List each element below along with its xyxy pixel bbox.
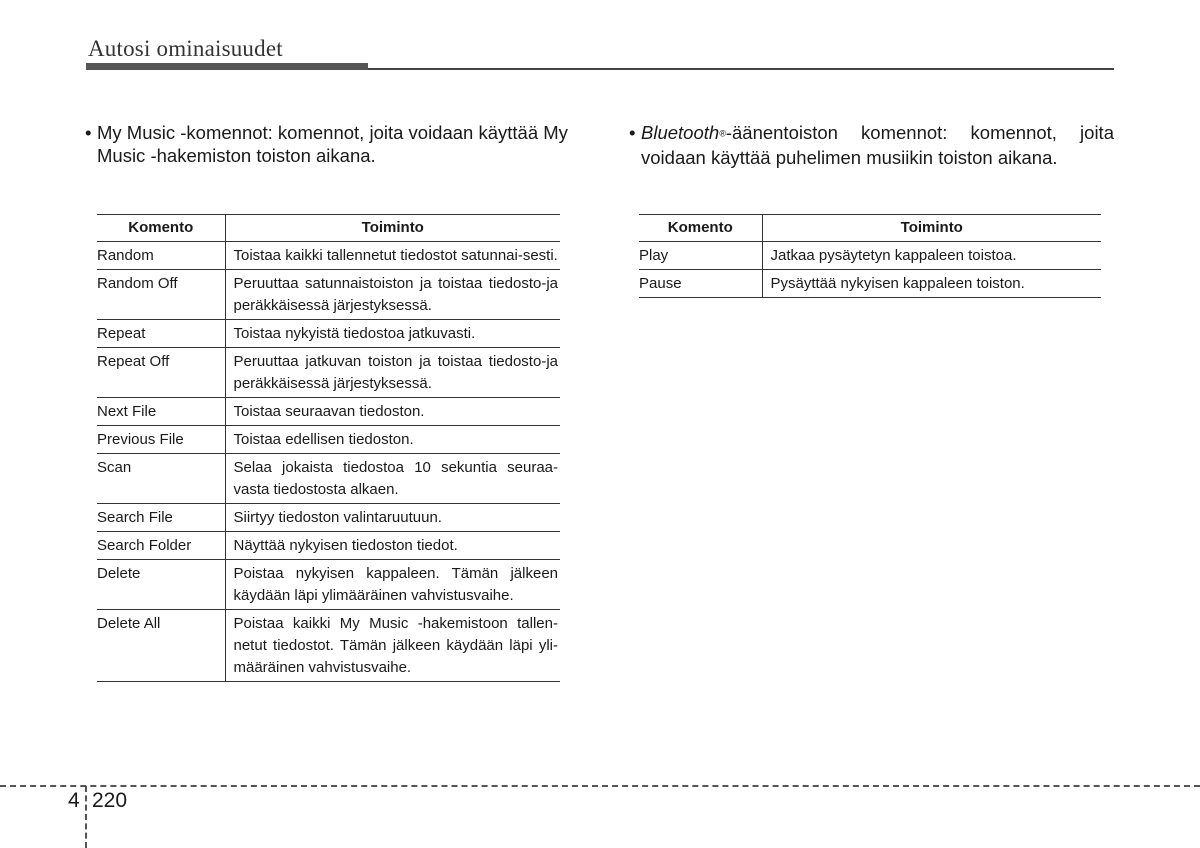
function-cell: Toistaa seuraavan tiedoston.	[225, 398, 560, 426]
table-row	[97, 610, 560, 682]
my-music-commands-table	[97, 214, 560, 682]
table-row	[97, 348, 560, 398]
function-cell: Toistaa nykyistä tiedostoa jatkuvasti.	[225, 320, 560, 348]
footer-dashed-divider	[85, 786, 87, 848]
table-row	[97, 320, 560, 348]
table-row	[97, 560, 560, 610]
column-header-toiminto: Toiminto	[225, 215, 560, 242]
function-cell: Toistaa edellisen tiedoston.	[225, 426, 560, 454]
function-cell: Näyttää nykyisen tiedoston tiedot.	[225, 532, 560, 560]
function-cell: Peruuttaa satunnaistoiston ja toistaa tiedosto-ja peräkkäisessä järjestyksessä.	[225, 270, 560, 320]
footer-dashed-rule	[0, 785, 1200, 787]
function-cell: Poistaa kaikki My Music -hakemistoon tallen-netut tiedostot. Tämän jälkeen käydään läpi yli-määräinen vahvistusvaihe.	[225, 610, 560, 682]
command-cell: Random	[97, 242, 225, 270]
left-bullet-text: My Music -komennot: komennot, joita voidaan käyttää My Music -hakemiston toiston aikana.	[97, 122, 568, 166]
command-cell: Delete	[97, 560, 225, 610]
command-cell: Search Folder	[97, 532, 225, 560]
table-row	[639, 242, 1101, 270]
bullet-dot: •	[85, 122, 92, 143]
page-number: 220	[92, 789, 128, 812]
command-cell: Play	[639, 242, 762, 270]
table-header-row	[97, 215, 560, 242]
function-cell: Siirtyy tiedoston valintaruutuun.	[225, 504, 560, 532]
chapter-number: 4	[68, 789, 80, 812]
command-cell: Repeat	[97, 320, 225, 348]
table-row	[97, 426, 560, 454]
command-cell: Delete All	[97, 610, 225, 682]
page-header-title: Autosi ominaisuudet	[88, 36, 283, 61]
right-bullet-text: -äänentoiston komennot: komennot, joita voidaan käyttää puhelimen musiikin toiston aikana.	[641, 122, 1114, 168]
function-cell: Jatkaa pysäytetyn kappaleen toistoa.	[762, 242, 1101, 270]
table-row	[97, 454, 560, 504]
table-row	[639, 270, 1101, 298]
bullet-dot: •	[629, 122, 636, 143]
function-cell: Peruuttaa jatkuvan toiston ja toistaa tiedosto-ja peräkkäisessä järjestyksessä.	[225, 348, 560, 398]
command-cell: Search File	[97, 504, 225, 532]
command-cell: Repeat Off	[97, 348, 225, 398]
function-cell: Selaa jokaista tiedostoa 10 sekuntia seuraa-vasta tiedostosta alkaen.	[225, 454, 560, 504]
table-header-row	[639, 215, 1101, 242]
header-rule-thick	[86, 63, 368, 70]
table-row	[97, 532, 560, 560]
left-bullet-paragraph	[85, 121, 575, 167]
right-bullet-paragraph	[629, 121, 1114, 169]
table-row	[97, 398, 560, 426]
header-rule-thin	[368, 68, 1114, 70]
table-row	[97, 270, 560, 320]
registered-mark: ®	[719, 128, 726, 139]
command-cell: Pause	[639, 270, 762, 298]
function-cell: Pysäyttää nykyisen kappaleen toiston.	[762, 270, 1101, 298]
column-header-toiminto: Toiminto	[762, 215, 1101, 242]
command-cell: Next File	[97, 398, 225, 426]
table-row	[97, 242, 560, 270]
function-cell: Poistaa nykyisen kappaleen. Tämän jälkeen käydään läpi ylimääräinen vahvistusvaihe.	[225, 560, 560, 610]
column-header-komento: Komento	[97, 215, 225, 242]
command-cell: Previous File	[97, 426, 225, 454]
function-cell: Toistaa kaikki tallennetut tiedostot satunnai-sesti.	[225, 242, 560, 270]
command-cell: Random Off	[97, 270, 225, 320]
bluetooth-commands-table	[639, 214, 1101, 298]
command-cell: Scan	[97, 454, 225, 504]
bluetooth-brand: Bluetooth	[641, 122, 720, 143]
column-header-komento: Komento	[639, 215, 762, 242]
table-row	[97, 504, 560, 532]
